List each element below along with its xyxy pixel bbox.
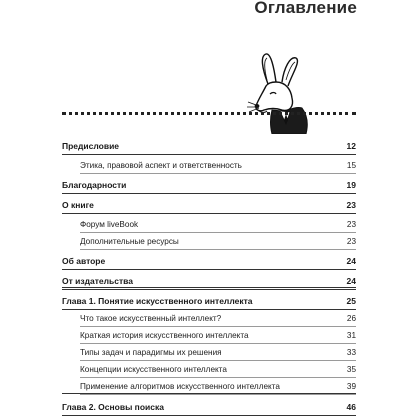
toc-entry-page: 39	[346, 382, 356, 391]
toc-entry-page: 23	[346, 237, 356, 246]
toc-entry-label: Что такое искусственный интеллект?	[80, 314, 222, 323]
page-title: Оглавление	[254, 0, 357, 17]
toc-subentry[interactable]	[80, 152, 356, 174]
toc-entry[interactable]	[62, 248, 356, 270]
rabbit-mascot-icon	[246, 50, 316, 134]
toc-entry-label: Этика, правовой аспект и ответственность	[80, 161, 242, 170]
toc-entry-label: О книге	[62, 200, 94, 210]
dotted-divider	[62, 112, 356, 115]
toc-entry-page: 33	[346, 348, 356, 357]
toc-entry-page: 12	[346, 141, 356, 151]
toc-chapter-entry[interactable]	[62, 393, 356, 416]
toc-entry-label: Предисловие	[62, 141, 120, 151]
toc-subentry[interactable]	[80, 373, 356, 395]
toc-entry-page: 24	[346, 276, 356, 286]
toc-entry-label: Краткая история искусственного интеллекта	[80, 331, 249, 340]
toc-entry-page: 19	[346, 180, 356, 190]
toc-entry-label: От издательства	[62, 276, 133, 286]
toc-entry-label: Дополнительные ресурсы	[80, 237, 179, 246]
toc-entry-page: 23	[346, 220, 356, 229]
toc-entry-page: 35	[346, 365, 356, 374]
toc-entry-page: 23	[346, 200, 356, 210]
toc-entry-label: Типы задач и парадигмы их решения	[80, 348, 222, 357]
toc-entry-label: Концепции искусственного интеллекта	[80, 365, 227, 374]
toc-entry-page: 31	[346, 331, 356, 340]
toc-entry-page: 46	[346, 402, 356, 412]
toc-entry-label: Применение алгоритмов искусственного интеллекта	[80, 382, 280, 391]
toc-entry-label: Благодарности	[62, 180, 127, 190]
toc-entry-page: 25	[346, 296, 356, 306]
toc-entry-page: 24	[346, 256, 356, 266]
toc-entry-label: Форум liveBook	[80, 220, 139, 229]
toc-entry-label: Глава 1. Понятие искусственного интеллекта	[62, 296, 253, 306]
toc-entry-label: Глава 2. Основы поиска	[62, 402, 164, 412]
toc-entry-page: 15	[346, 161, 356, 170]
toc-entry-page: 26	[346, 314, 356, 323]
toc-entry[interactable]	[62, 172, 356, 194]
toc-entry-label: Об авторе	[62, 256, 106, 266]
toc-subentry[interactable]	[80, 228, 356, 250]
